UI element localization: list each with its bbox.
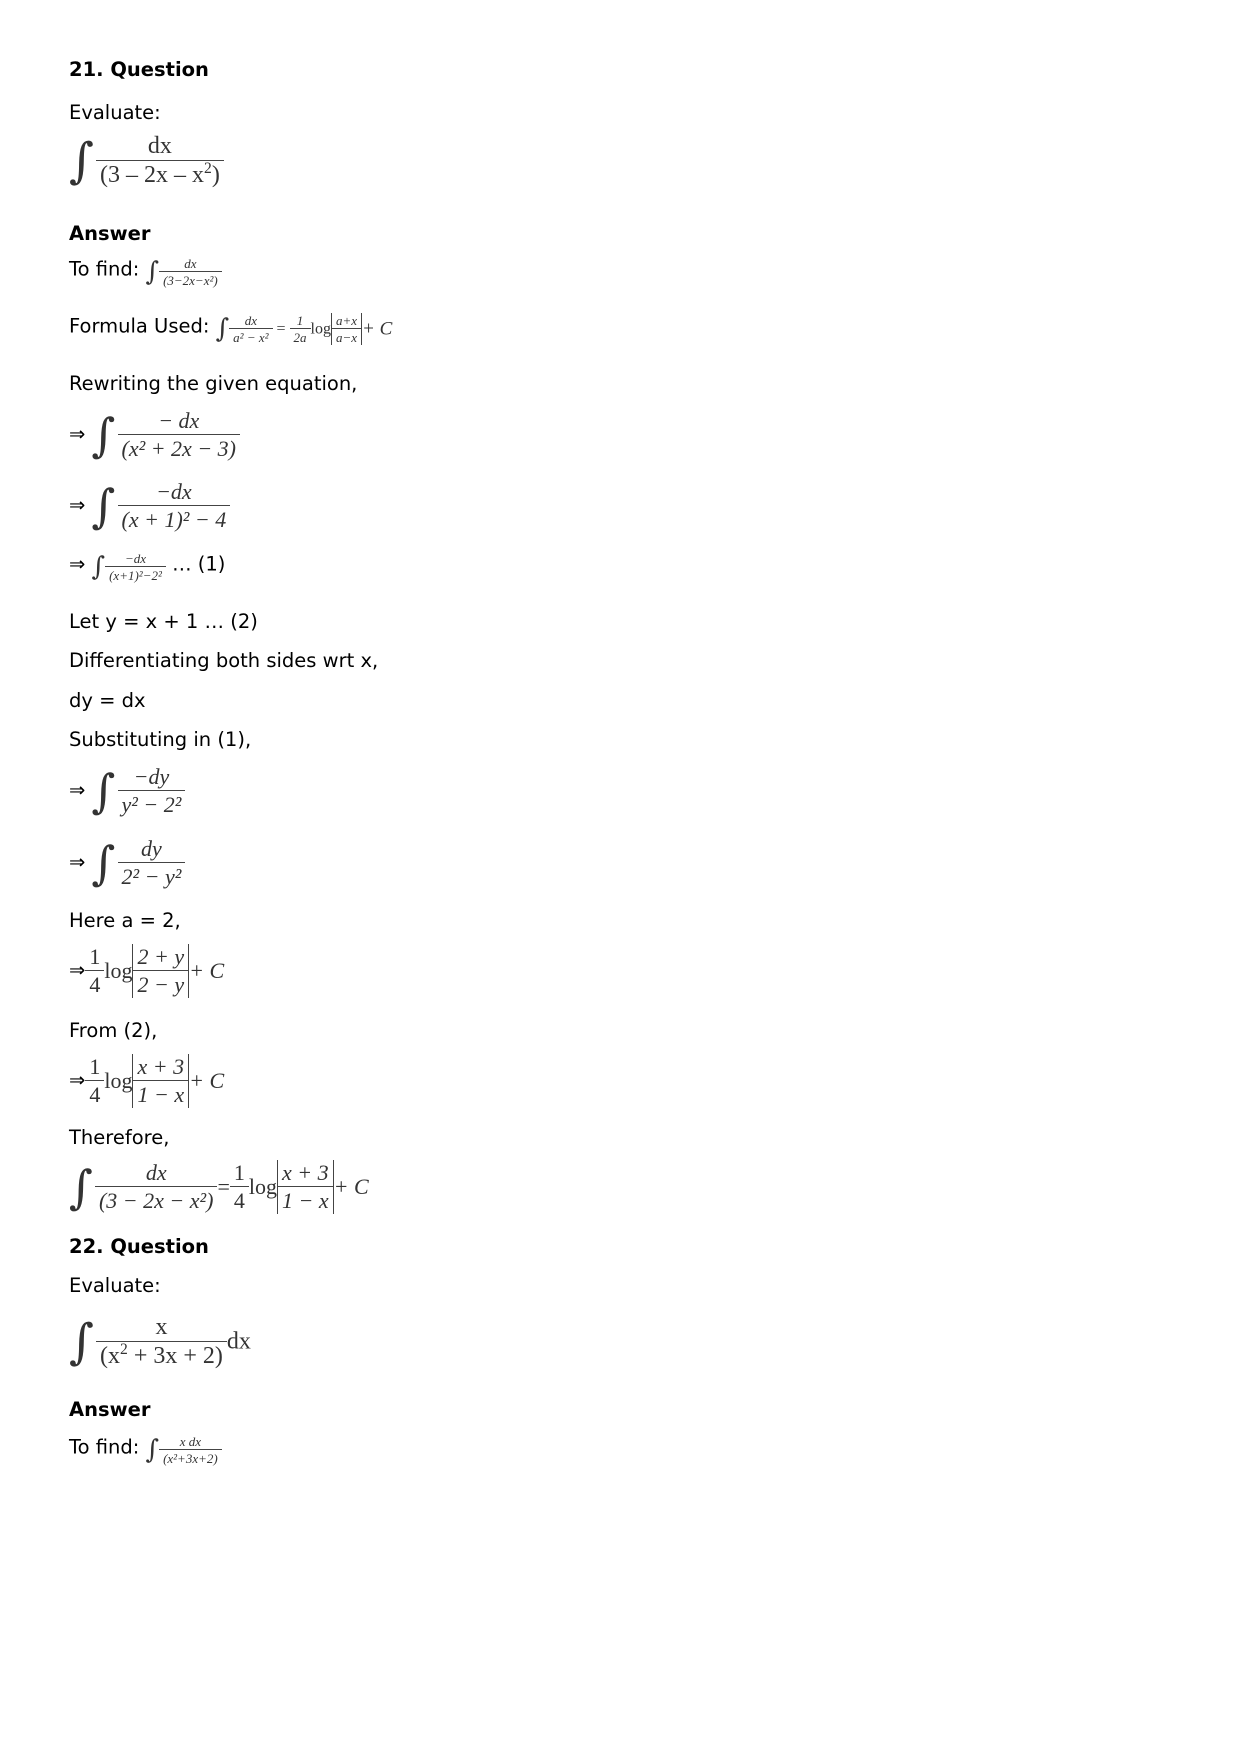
q21-rewrite-text: Rewriting the given equation, [69, 372, 358, 395]
q21-here-text: Here a = 2, [69, 909, 181, 932]
q21-step-6: ⇒ $\frac{1}{4}$ log $\frac{2 + y}{2 - y}$ + C [69, 944, 225, 997]
integral-sign-icon: ∫ [215, 314, 230, 344]
to-find-label: To find: [69, 257, 146, 281]
q21-step-4: ⇒ ∫ $\frac{-dy}{\text{y² − 2²}}$ [69, 764, 185, 818]
implies-arrow-icon: ⇒ [69, 552, 86, 576]
integral-sign-icon: ∫ [69, 133, 95, 189]
question-22-integral: ∫ $\frac{x}{(x^2 + 3x + 2)}$ dx [69, 1314, 251, 1370]
question-21-prompt: Evaluate: [69, 101, 161, 124]
implies-arrow-icon: ⇒ [69, 850, 86, 874]
implies-arrow-icon: ⇒ [69, 493, 86, 517]
question-22-heading: 22. Question [69, 1235, 209, 1258]
integral-sign-icon: ∫ [69, 1314, 95, 1370]
integral-sign-icon: ∫ [145, 1435, 160, 1465]
q21-step-5: ⇒ ∫ $\frac{dy}{\text{2² − y²}}$ [69, 836, 185, 890]
q21-step-7: ⇒ $\frac{1}{4}$ log $\frac{x + 3}{1 - x}$ + C [69, 1054, 225, 1107]
q21-from-text: From (2), [69, 1019, 158, 1042]
implies-arrow-icon: ⇒ [69, 778, 86, 802]
q21-to-find: To find: ∫ $\frac{dx}{\text{(3−2x−x²)}}$ [69, 256, 222, 288]
integral-sign-icon: ∫ [91, 408, 116, 462]
question-21-integral: ∫ $\frac{dx}{(3 - 2x - x^2)}$ [69, 133, 224, 189]
q21-formula-used: Formula Used: ∫ $\frac{dx}{\text{a² − x²}}$ = $\frac{1}{2a}$ log $\frac{a+x}{a-x}$ + C [69, 313, 393, 345]
q21-integrand-denominator: (3 – 2x – x [100, 162, 205, 188]
implies-arrow-icon: ⇒ [69, 1068, 86, 1092]
integral-sign-icon: ∫ [91, 479, 116, 533]
question-21-answer-heading: Answer [69, 222, 151, 245]
q21-differentiating-text: Differentiating both sides wrt x, [69, 649, 379, 672]
q21-final-result: ∫ $\frac{dx}{\text{(3 − 2x − x²)}}$ = $\frac{1}{4}$ log $\frac{x + 3}{1 - x}$ + C [69, 1160, 369, 1214]
q21-step-3: ⇒ ∫ $\frac{-dx}{\text{(x+1)²−2²}}$ … (1) [69, 551, 226, 583]
q21-step-1: ⇒ ∫ $\frac{- dx}{\text{(x² + 2x − 3)}}$ [69, 408, 240, 462]
question-22-prompt: Evaluate: [69, 1274, 161, 1297]
q21-step-2: ⇒ ∫ $\frac{-dx}{\text{(x + 1)² − 4}}$ [69, 479, 230, 533]
question-22-answer-heading: Answer [69, 1398, 151, 1421]
q21-substituting-text: Substituting in (1), [69, 728, 252, 751]
q21-integrand-numerator: dx [147, 133, 172, 159]
q22-integrand-numerator: x [155, 1314, 168, 1340]
integral-sign-icon: ∫ [91, 836, 116, 890]
integral-sign-icon: ∫ [91, 764, 116, 818]
implies-arrow-icon: ⇒ [69, 422, 86, 446]
q22-to-find: To find: ∫ $\frac{\text{x dx}}{\text{(x²+3x+2)}}$ [69, 1434, 222, 1466]
formula-label: Formula Used: [69, 314, 216, 338]
integral-sign-icon: ∫ [145, 257, 160, 287]
q21-therefore-text: Therefore, [69, 1126, 170, 1149]
integral-sign-icon: ∫ [91, 552, 106, 582]
implies-arrow-icon: ⇒ [69, 958, 86, 982]
q21-dy-text: dy = dx [69, 689, 146, 712]
question-21-heading: 21. Question [69, 58, 209, 81]
to-find-label: To find: [69, 1435, 146, 1459]
q21-let-text: Let y = x + 1 … (2) [69, 610, 258, 633]
integral-sign-icon: ∫ [69, 1160, 93, 1214]
